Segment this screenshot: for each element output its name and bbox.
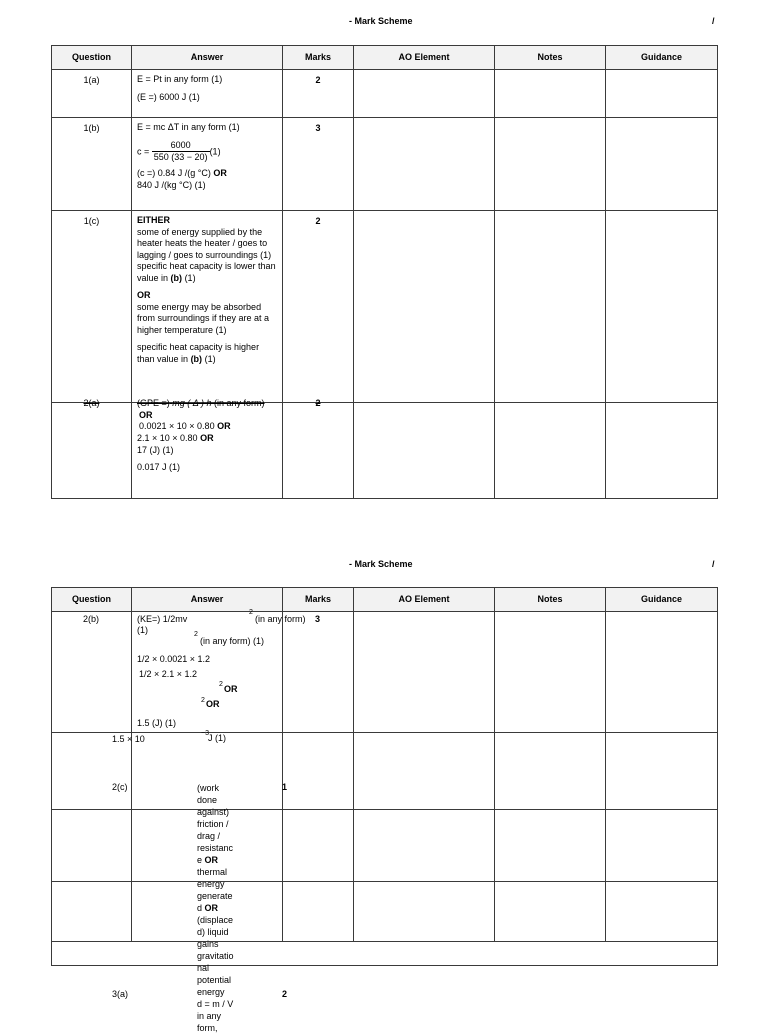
or-keyword: OR xyxy=(213,168,227,179)
answer-text: 0.0021 × 10 × 0.80 xyxy=(139,421,215,432)
answer-line: some energy may be absorbed from surroundings if they are at a higher temperature (1) xyxy=(137,301,270,335)
fraction-prefix: c = xyxy=(137,146,152,157)
page1-header-slash: / xyxy=(712,16,715,26)
table-row xyxy=(52,70,718,118)
col-header-ao-element: AO Element xyxy=(354,588,495,612)
answer-line: E = mc ΔT in any form (1) xyxy=(137,122,240,132)
ao-element-cell xyxy=(354,70,495,118)
col-header-guidance: Guidance xyxy=(606,46,718,70)
answer-text: J (1) xyxy=(208,733,226,743)
mark-scheme-table-page1 xyxy=(51,45,718,499)
answer-text: specific heat capacity is lower than value in xyxy=(137,261,276,283)
col-header-notes: Notes xyxy=(495,46,606,70)
col-header-guidance: Guidance xyxy=(606,588,718,612)
answer-text: specific heat capacity is higher than value in xyxy=(137,342,260,364)
answer-text: d xyxy=(197,903,203,913)
marks-value: 2 xyxy=(282,989,288,999)
answer-line: (in any form) (1) xyxy=(200,636,265,646)
answer-line: (KE=) 1/2mv xyxy=(137,614,188,624)
or-keyword: OR xyxy=(204,855,219,865)
guidance-cell xyxy=(606,211,718,403)
ao-element-cell xyxy=(354,211,495,403)
table-row xyxy=(52,403,718,499)
answer-cell xyxy=(132,211,283,403)
notes-cell xyxy=(495,70,606,118)
col-header-question: Question xyxy=(52,588,132,612)
superscript: 2 xyxy=(194,631,198,638)
superscript: −3 xyxy=(201,730,209,737)
answer-text: (GPE =) xyxy=(137,398,170,408)
answer-line: d) liquid xyxy=(197,927,229,937)
table-row xyxy=(52,733,718,810)
answer-line: nal xyxy=(197,963,210,973)
superscript: 2 xyxy=(201,697,205,704)
question-number: 1(c) xyxy=(52,211,132,403)
answer-line: d = m / V xyxy=(197,999,234,1009)
answer-line xyxy=(137,433,277,445)
answer-line xyxy=(137,342,277,365)
question-number: 3(a) xyxy=(112,989,129,999)
marks-value xyxy=(283,398,354,499)
or-keyword: OR xyxy=(200,433,214,444)
answer-text: (1) xyxy=(184,272,196,283)
answer-line: drag / xyxy=(197,831,221,841)
col-header-notes: Notes xyxy=(495,588,606,612)
answer-line: thermal xyxy=(197,867,228,877)
marks-value: 3 xyxy=(283,118,354,211)
answer-line: gains xyxy=(197,939,219,949)
fraction-suffix: (1) xyxy=(209,146,221,157)
answer-line: done xyxy=(197,795,218,805)
part-reference: (b) xyxy=(190,353,203,364)
col-header-marks: Marks xyxy=(283,588,354,612)
answer-line: gravitatio xyxy=(197,951,234,961)
answer-text: (in any form) xyxy=(255,614,306,624)
question-number: 2(b) xyxy=(83,614,100,624)
answer-text: 2.1 × 10 × 0.80 xyxy=(137,433,198,444)
answer-cell xyxy=(132,398,283,499)
answer-line xyxy=(137,261,277,284)
page1-header-title: - Mark Scheme xyxy=(349,16,413,26)
answer-text: (in any form) xyxy=(214,398,265,408)
answer-line xyxy=(137,168,277,180)
marks-value: 2 xyxy=(283,70,354,118)
or-keyword: OR xyxy=(217,421,231,432)
superscript: 2 xyxy=(219,681,223,688)
part-reference: (b) xyxy=(170,272,183,283)
answer-line: in any xyxy=(197,1011,222,1021)
ao-element-cell xyxy=(354,118,495,211)
fraction-line xyxy=(137,140,277,164)
answer-line xyxy=(137,421,277,433)
col-header-question: Question xyxy=(52,46,132,70)
answer-line: 840 J /(kg °C) (1) xyxy=(137,179,206,190)
answer-text: 1.5 × 10 xyxy=(112,734,145,744)
answer-line: some of energy supplied by the heater heats the heater / goes to lagging / goes to surroundings (1) xyxy=(137,226,272,260)
fraction-denominator: 550 (33 − 20) xyxy=(153,152,208,163)
marks-value: 2 xyxy=(283,211,354,403)
table-row xyxy=(52,810,718,882)
answer-line: against) xyxy=(197,807,230,817)
guidance-cell xyxy=(606,403,718,499)
col-header-answer: Answer xyxy=(132,588,283,612)
answer-line: 1/2 × 0.0021 × 1.2 xyxy=(137,654,211,664)
answer-line xyxy=(197,902,234,914)
question-number: 1(a) xyxy=(52,70,132,118)
question-number: 2(c) xyxy=(112,782,128,792)
table-header-row xyxy=(52,46,718,70)
col-header-answer: Answer xyxy=(132,46,283,70)
answer-line: friction / xyxy=(197,819,229,829)
answer-line: 1/2 × 2.1 × 1.2 xyxy=(139,669,198,679)
answer-line: resistanc xyxy=(197,843,234,853)
ao-element-cell xyxy=(354,403,495,499)
or-keyword: OR xyxy=(204,903,219,913)
answer-text: (1) xyxy=(204,353,216,364)
answer-line: generate xyxy=(197,891,233,901)
guidance-cell xyxy=(606,70,718,118)
answer-line: 17 (J) (1) xyxy=(137,444,174,455)
or-keyword: OR xyxy=(139,409,153,420)
marks-value: 3 xyxy=(315,614,321,624)
answer-text: (c =) 0.84 J /(g °C) xyxy=(137,168,211,179)
table-row xyxy=(52,118,718,211)
answer-line xyxy=(137,398,277,410)
question-number xyxy=(52,398,132,499)
answer-cell xyxy=(132,118,283,211)
answer-line: (displace xyxy=(197,915,234,925)
fraction-numerator: 6000 xyxy=(152,140,210,153)
table-row xyxy=(52,942,718,966)
answer-line xyxy=(197,854,234,866)
page2-header-title: - Mark Scheme xyxy=(349,559,413,569)
table-row xyxy=(52,882,718,942)
notes-cell xyxy=(495,211,606,403)
either-keyword: EITHER xyxy=(137,215,171,225)
question-number-text: 2(a) xyxy=(83,398,100,408)
answer-line: 1.5 (J) (1) xyxy=(137,718,177,728)
or-keyword: OR xyxy=(206,699,220,709)
or-keyword: OR xyxy=(224,684,238,694)
formula: mg ( Δ ) h xyxy=(172,398,212,408)
page2-header-slash: / xyxy=(712,559,715,569)
answer-line: (work xyxy=(197,783,219,793)
or-keyword: OR xyxy=(137,290,151,301)
notes-cell xyxy=(495,403,606,499)
answer-cell xyxy=(132,70,283,118)
fraction xyxy=(152,140,210,164)
answer-column-text xyxy=(197,782,234,1034)
question-number: 1(b) xyxy=(52,118,132,211)
col-header-ao-element: AO Element xyxy=(354,46,495,70)
guidance-cell xyxy=(606,118,718,211)
superscript: 2 xyxy=(249,609,253,616)
mark-scheme-table-page2 xyxy=(51,587,718,966)
answer-line: potential xyxy=(197,975,232,985)
answer-text: e xyxy=(197,855,203,865)
notes-cell xyxy=(495,118,606,211)
answer-line: form, xyxy=(197,1023,218,1033)
answer-text: (1) xyxy=(137,625,148,635)
answer-line: E = Pt in any form (1) xyxy=(137,74,223,84)
marks-value: 1 xyxy=(282,782,288,792)
answer-line: energy xyxy=(197,879,225,889)
table-header-row xyxy=(52,588,718,612)
answer-line: (E =) 6000 J (1) xyxy=(137,91,200,102)
answer-line: energy xyxy=(197,987,225,997)
answer-line: 0.017 J (1) xyxy=(137,462,181,473)
table-row xyxy=(52,211,718,403)
col-header-marks: Marks xyxy=(283,46,354,70)
marks-text: 2 xyxy=(315,398,321,408)
